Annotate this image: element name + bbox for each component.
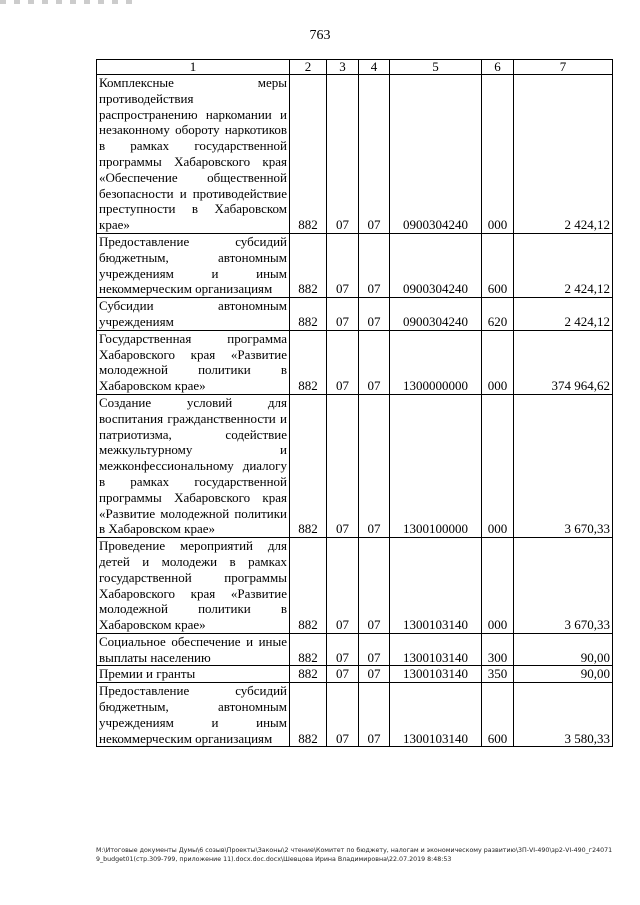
- row-name: Премии и гранты: [97, 666, 290, 683]
- row-subsection: 07: [359, 394, 390, 537]
- row-name: Предоставление субсидий бюджетным, автономным учреждениям и иным некоммерческим организациям: [97, 233, 290, 297]
- header-row: [97, 60, 613, 75]
- table-row: [97, 330, 613, 394]
- table-row: [97, 233, 613, 297]
- table-row: [97, 394, 613, 537]
- row-section: 07: [327, 666, 359, 683]
- row-amount: 3 670,33: [514, 538, 613, 634]
- row-expense-type: 600: [482, 683, 514, 747]
- table-row: [97, 633, 613, 666]
- row-expense-type: 600: [482, 233, 514, 297]
- row-section: 07: [327, 538, 359, 634]
- page-number: 763: [309, 28, 331, 43]
- header-cell: 1: [97, 60, 290, 75]
- row-amount: 3 670,33: [514, 394, 613, 537]
- row-name: Социальное обеспечение и иные выплаты населению: [97, 633, 290, 666]
- row-target-article: 0900304240: [390, 298, 482, 331]
- row-admin-code: 882: [290, 666, 327, 683]
- row-name: Государственная программа Хабаровского края «Развитие молодежной политики в Хабаровском крае»: [97, 330, 290, 394]
- row-target-article: 1300103140: [390, 633, 482, 666]
- row-expense-type: 620: [482, 298, 514, 331]
- row-subsection: 07: [359, 633, 390, 666]
- row-name: Комплексные меры противодействия распространению наркомании и незаконному обороту наркотиков в рамках государственной программы Хабаровского края «Обеспечение общественной безопасности и противодействие преступности в Хабаровском крае»: [97, 75, 290, 234]
- header-cell: 6: [482, 60, 514, 75]
- row-admin-code: 882: [290, 633, 327, 666]
- row-section: 07: [327, 683, 359, 747]
- row-expense-type: 350: [482, 666, 514, 683]
- row-target-article: 0900304240: [390, 233, 482, 297]
- row-subsection: 07: [359, 538, 390, 634]
- row-admin-code: 882: [290, 394, 327, 537]
- row-name: Проведение мероприятий для детей и молодежи в рамках государственной программы Хабаровского края «Развитие молодежной политики в Хабаровском крае»: [97, 538, 290, 634]
- header-cell: 2: [290, 60, 327, 75]
- table-row: [97, 666, 613, 683]
- row-admin-code: 882: [290, 298, 327, 331]
- row-admin-code: 882: [290, 330, 327, 394]
- table-row: [97, 75, 613, 234]
- row-section: 07: [327, 330, 359, 394]
- row-section: 07: [327, 75, 359, 234]
- row-amount: 90,00: [514, 666, 613, 683]
- row-amount: 2 424,12: [514, 75, 613, 234]
- row-name: Создание условий для воспитания гражданственности и патриотизма, содействие межкультурному и межконфессиональному диалогу в рамках государственной программы Хабаровского края «Развитие молодежной политики в Хабаровском крае»: [97, 394, 290, 537]
- row-amount: 2 424,12: [514, 298, 613, 331]
- header-cell: 7: [514, 60, 613, 75]
- row-target-article: 1300103140: [390, 666, 482, 683]
- scan-artifact: [0, 0, 140, 4]
- row-amount: 374 964,62: [514, 330, 613, 394]
- row-expense-type: 000: [482, 75, 514, 234]
- row-expense-type: 000: [482, 538, 514, 634]
- row-subsection: 07: [359, 233, 390, 297]
- row-expense-type: 300: [482, 633, 514, 666]
- row-admin-code: 882: [290, 538, 327, 634]
- row-target-article: 1300103140: [390, 683, 482, 747]
- row-admin-code: 882: [290, 233, 327, 297]
- row-target-article: 0900304240: [390, 75, 482, 234]
- row-admin-code: 882: [290, 683, 327, 747]
- header-cell: 4: [359, 60, 390, 75]
- header-cell: 3: [327, 60, 359, 75]
- row-subsection: 07: [359, 666, 390, 683]
- table-row: [97, 298, 613, 331]
- table-row: [97, 538, 613, 634]
- row-amount: 3 580,33: [514, 683, 613, 747]
- row-expense-type: 000: [482, 330, 514, 394]
- row-subsection: 07: [359, 75, 390, 234]
- row-target-article: 1300100000: [390, 394, 482, 537]
- row-target-article: 1300103140: [390, 538, 482, 634]
- row-target-article: 1300000000: [390, 330, 482, 394]
- table-row: [97, 683, 613, 747]
- row-subsection: 07: [359, 330, 390, 394]
- row-subsection: 07: [359, 683, 390, 747]
- header-cell: 5: [390, 60, 482, 75]
- row-name: Субсидии автономным учреждениям: [97, 298, 290, 331]
- row-section: 07: [327, 633, 359, 666]
- budget-table: [96, 59, 613, 747]
- row-section: 07: [327, 298, 359, 331]
- row-amount: 2 424,12: [514, 233, 613, 297]
- row-name: Предоставление субсидий бюджетным, автономным учреждениям и иным некоммерческим организациям: [97, 683, 290, 747]
- file-path-footer: М:\Итоговые документы Думы\6 созыв\Проекты\Законы\2 чтение\Комитет по бюджету, налогам и экономическому развитию\3П-VI-490\зр2-VI-490_г240719_budget01(стр.309-799, приложение 11).docx.doc.docx\Шевцова Ирина Владимировна\22.07.2019 8:48:53: [96, 847, 613, 863]
- row-section: 07: [327, 394, 359, 537]
- row-section: 07: [327, 233, 359, 297]
- row-amount: 90,00: [514, 633, 613, 666]
- row-admin-code: 882: [290, 75, 327, 234]
- row-subsection: 07: [359, 298, 390, 331]
- row-expense-type: 000: [482, 394, 514, 537]
